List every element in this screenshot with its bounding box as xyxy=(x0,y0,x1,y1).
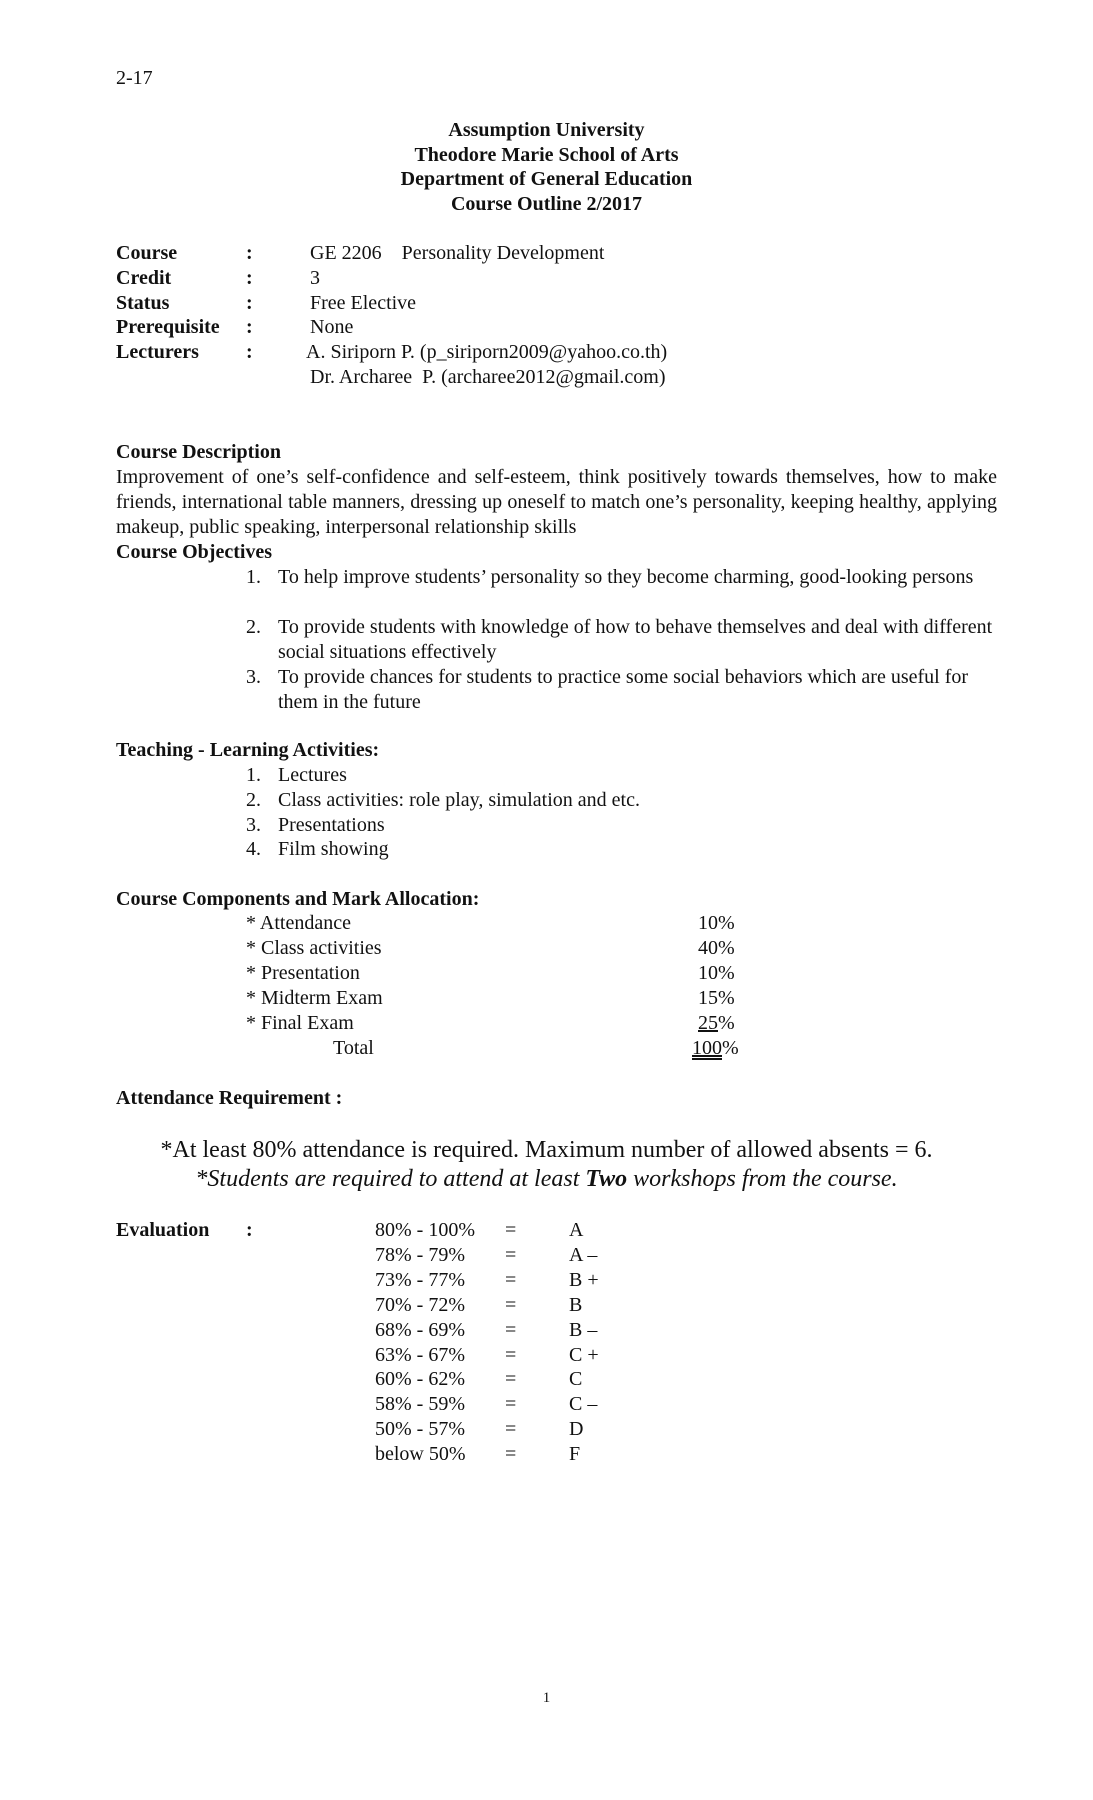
objectives-heading: Course Objectives xyxy=(116,541,273,563)
info-value: GE 2206 Personality Development xyxy=(310,242,605,264)
equals-sign: = xyxy=(505,1343,517,1366)
attendance-line-2-bold: Two xyxy=(585,1166,628,1192)
component-value xyxy=(698,1011,735,1036)
grade-range: 70% - 72% xyxy=(375,1293,465,1316)
component-value: 15% xyxy=(698,987,735,1009)
component-value: 10% xyxy=(698,912,735,934)
component-value-number: 25 xyxy=(698,1012,718,1034)
info-colon: : xyxy=(246,291,253,314)
info-label: Course xyxy=(116,242,178,264)
component-name: * Final Exam xyxy=(246,1012,354,1034)
info-value: 3 xyxy=(310,266,320,289)
grade-range: 50% - 57% xyxy=(375,1418,465,1441)
grade-range: 73% - 77% xyxy=(375,1268,465,1291)
attendance-line-2-pre: *Students are required to attend at least xyxy=(195,1166,586,1192)
info-value: Dr. Archaree P. (archaree2012@gmail.com) xyxy=(310,366,666,388)
activity-item: Lectures xyxy=(278,764,347,786)
grade-letter: D xyxy=(569,1418,584,1441)
objective-item: To provide students with knowledge of how to behave themselves and deal with different social situations effectively xyxy=(278,616,993,663)
grade-range: 68% - 69% xyxy=(375,1318,465,1341)
activity-item: Presentations xyxy=(278,813,385,836)
grade-range: 78% - 79% xyxy=(375,1243,465,1266)
total-value-unit: % xyxy=(722,1037,739,1059)
component-value-unit: % xyxy=(718,1012,735,1034)
equals-sign: = xyxy=(505,1393,517,1416)
component-name: * Class activities xyxy=(246,937,382,959)
activities-heading: Teaching - Learning Activities: xyxy=(116,739,380,761)
equals-sign: = xyxy=(505,1318,517,1341)
component-total-label: Total xyxy=(333,1037,374,1059)
description-text: Improvement of one’s self-confidence and self-esteem, think positively towards themselves, how to make friends, international table manners, dressing up oneself to match one’s personality, keeping healthy, applying makeup, public speaking, interpersonal relationship skills xyxy=(116,466,997,538)
page-code: 2-17 xyxy=(116,67,153,89)
header-line: Assumption University xyxy=(448,119,645,141)
attendance-line-1: *At least 80% attendance is required. Maximum number of allowed absents = 6. xyxy=(160,1137,933,1163)
objective-number: 1. xyxy=(246,566,261,588)
page-number: 1 xyxy=(542,1690,551,1706)
activity-number: 4. xyxy=(246,838,261,861)
info-value: None xyxy=(310,316,354,339)
grade-letter: B – xyxy=(569,1318,598,1341)
equals-sign: = xyxy=(505,1443,517,1466)
grade-letter: A – xyxy=(569,1243,598,1266)
info-colon: : xyxy=(246,316,253,339)
info-colon: : xyxy=(246,341,253,364)
component-name: * Attendance xyxy=(246,912,351,934)
activity-item: Class activities: role play, simulation and etc. xyxy=(278,788,640,811)
component-name: * Midterm Exam xyxy=(246,987,383,1009)
grade-letter: C xyxy=(569,1368,583,1391)
equals-sign: = xyxy=(505,1418,517,1441)
component-total-value xyxy=(692,1036,739,1061)
grade-letter: F xyxy=(569,1443,581,1466)
equals-sign: = xyxy=(505,1368,517,1391)
header-line: Theodore Marie School of Arts xyxy=(414,143,679,166)
objective-item: To provide chances for students to practice some social behaviors which are useful for them in the future xyxy=(278,666,969,713)
activity-number: 3. xyxy=(246,813,261,836)
grade-range: 60% - 62% xyxy=(375,1368,465,1391)
grade-letter: A xyxy=(569,1219,584,1241)
info-colon: : xyxy=(246,242,253,264)
info-label: Status xyxy=(116,291,170,314)
activity-number: 2. xyxy=(246,788,261,811)
header-line: Course Outline 2/2017 xyxy=(450,192,643,215)
info-value: A. Siriporn P. (p_siriporn2009@yahoo.co.th) xyxy=(306,341,668,364)
activity-item: Film showing xyxy=(278,838,389,861)
grade-range: 58% - 59% xyxy=(375,1393,465,1416)
evaluation-colon: : xyxy=(246,1219,253,1241)
grade-range: 80% - 100% xyxy=(375,1219,475,1241)
header-line: Department of General Education xyxy=(400,168,693,190)
equals-sign: = xyxy=(505,1219,517,1241)
info-label: Lecturers xyxy=(116,341,199,364)
component-value: 10% xyxy=(698,962,735,984)
attendance-line-2-post: workshops from the course. xyxy=(627,1166,898,1192)
objective-item: To help improve students’ personality so they become charming, good-looking persons xyxy=(278,566,974,588)
attendance-heading: Attendance Requirement : xyxy=(116,1087,343,1109)
component-name: * Presentation xyxy=(246,962,360,984)
info-label: Credit xyxy=(116,266,172,289)
grade-letter: B xyxy=(569,1293,583,1316)
equals-sign: = xyxy=(505,1293,517,1316)
info-colon: : xyxy=(246,266,253,289)
objective-number: 3. xyxy=(246,666,261,688)
info-label: Prerequisite xyxy=(116,316,220,339)
evaluation-heading: Evaluation xyxy=(116,1219,210,1241)
grade-range: 63% - 67% xyxy=(375,1343,465,1366)
equals-sign: = xyxy=(505,1268,517,1291)
component-value: 40% xyxy=(698,937,735,959)
activity-number: 1. xyxy=(246,764,261,786)
grade-letter: C – xyxy=(569,1393,598,1416)
equals-sign: = xyxy=(505,1243,517,1266)
objective-number: 2. xyxy=(246,616,261,638)
grade-letter: B + xyxy=(569,1268,599,1291)
grade-range: below 50% xyxy=(375,1443,466,1466)
grade-letter: C + xyxy=(569,1343,599,1366)
components-heading: Course Components and Mark Allocation: xyxy=(116,888,480,910)
attendance-line-2 xyxy=(0,1165,1093,1194)
total-value-number: 100 xyxy=(692,1037,722,1059)
description-heading: Course Description xyxy=(116,441,281,463)
info-value: Free Elective xyxy=(310,291,417,314)
